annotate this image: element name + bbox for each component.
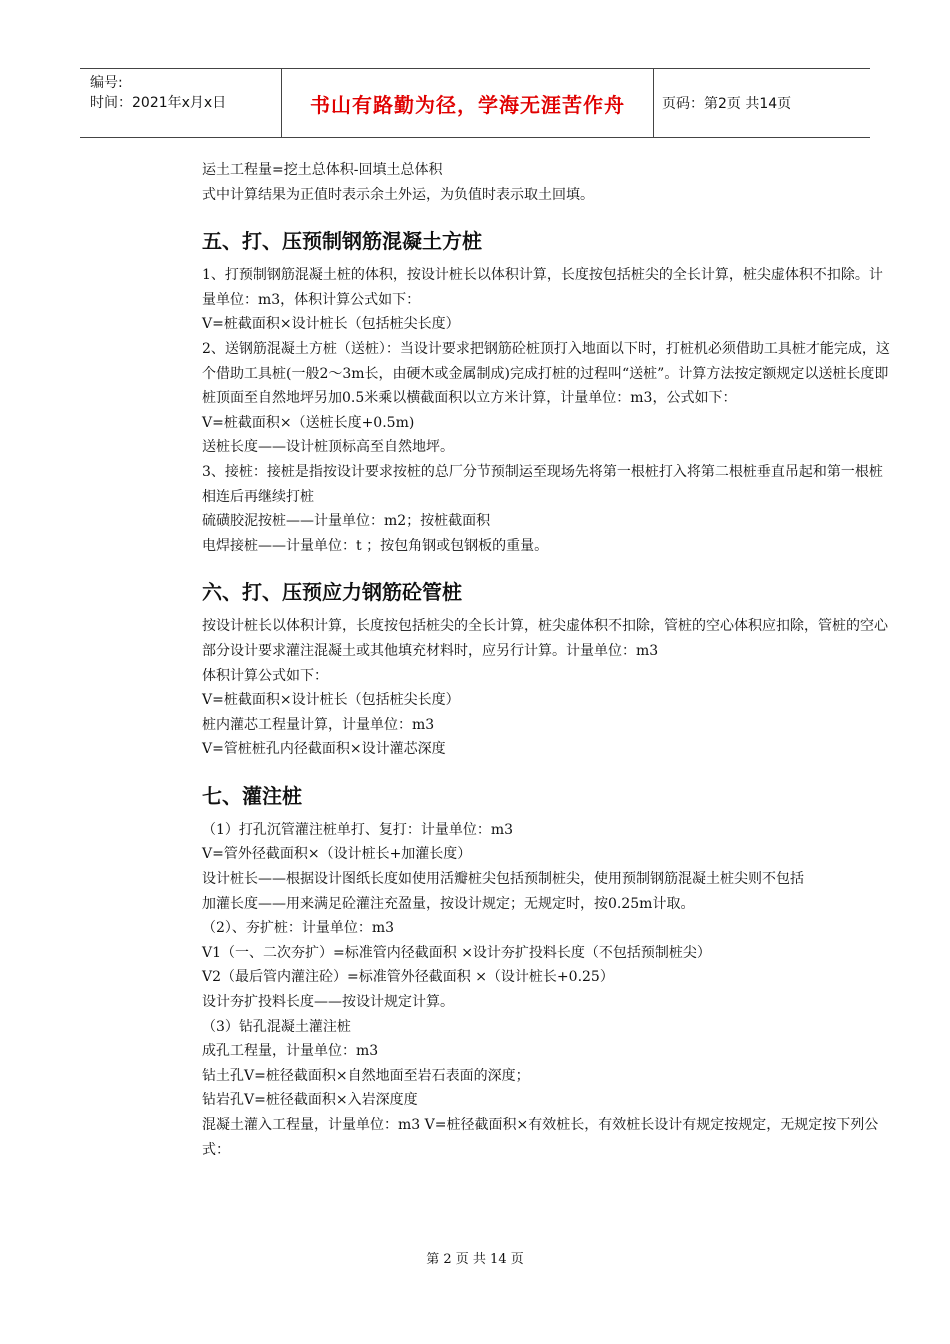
body-paragraph: 运土工程量=挖土总体积-回填土总体积 xyxy=(202,162,443,178)
body-paragraph: 2、送钢筋混凝土方桩（送桩）：当设计要求把钢筋砼桩顶打入地面以下时，打桩机必须借助工具桩才能完成，这个借助工具桩(一般2～3m长，由硬木或金属制成)完成打桩的过程叫“送桩”。计算方法按定额规定以送桩长度即桩顶面至自然地坪另加0.5米乘以横截面积以立方米计算，计量单位：m3，公式如下： xyxy=(202,340,890,407)
time-label: 时间：2021年x月x日 xyxy=(90,95,227,111)
body-paragraph: V=桩截面积×设计桩长（包括桩尖长度） xyxy=(202,316,460,333)
section-heading: 五、打、压预制钢筋混凝土方桩 xyxy=(202,229,482,254)
header-motto-cell xyxy=(282,69,654,137)
page-label: 页码：第2页 共14页 xyxy=(662,96,792,112)
body-paragraph: 成孔工程量，计量单位：m3 xyxy=(202,1043,379,1060)
body-paragraph: 体积计算公式如下： xyxy=(202,667,328,684)
body-paragraph: 3、接桩：接桩是指按设计要求按桩的总厂分节预制运至现场先将第一根桩打入将第二根桩垂直吊起和第一根桩相连后再继续打桩 xyxy=(202,463,883,505)
document-body xyxy=(202,158,892,1162)
header-meta xyxy=(80,69,282,137)
body-paragraph: 钻土孔V=桩径截面积×自然地面至岩石表面的深度； xyxy=(202,1067,530,1084)
body-paragraph: V2（最后管内灌注砼）=标准管外径截面积 ×（设计桩长+0.25） xyxy=(202,969,614,986)
body-paragraph: （3）钻孔混凝土灌注桩 xyxy=(202,1018,351,1035)
body-paragraph: 电焊接桩——计量单位：t ；按包角钢或包钢板的重量。 xyxy=(202,537,549,554)
body-paragraph: 硫磺胶泥按桩——计量单位：m2；按桩截面积 xyxy=(202,513,491,530)
header-page-cell xyxy=(654,69,870,137)
page-footer xyxy=(0,1248,950,1267)
section-heading: 七、灌注桩 xyxy=(202,783,302,808)
body-paragraph: 按设计桩长以体积计算，长度按包括桩尖的全长计算，桩尖虚体积不扣除，管桩的空心体积应扣除，管桩的空心部分设计要求灌注混凝土或其他填充材料时，应另行计算。计量单位：m3 xyxy=(202,618,888,659)
motto-text: 书山有路勤为径，学海无涯苦作舟 xyxy=(310,92,625,117)
body-paragraph: （2）、夯扩桩：计量单位：m3 xyxy=(202,920,395,937)
footer-page-number: 第 2 页 共 14 页 xyxy=(426,1252,524,1267)
page-header xyxy=(80,68,870,138)
body-paragraph: V=桩截面积×（送桩长度+0.5m) xyxy=(202,414,415,431)
body-paragraph: 送桩长度——设计桩顶标高至自然地坪。 xyxy=(202,439,454,456)
body-paragraph: V=桩截面积×设计桩长（包括桩尖长度） xyxy=(202,692,460,709)
body-paragraph: V=管外径截面积×（设计桩长+加灌长度） xyxy=(202,846,472,863)
code-label: 编号: xyxy=(90,75,123,91)
body-paragraph: （1）打孔沉管灌注桩单打、复打：计量单位：m3 xyxy=(202,821,514,838)
body-paragraph: 桩内灌芯工程量计算，计量单位：m3 xyxy=(202,716,435,733)
body-paragraph: 设计夯扩投料长度——按设计规定计算。 xyxy=(202,994,454,1011)
body-paragraph: V=管桩桩孔内径截面积×设计灌芯深度 xyxy=(202,741,446,758)
section-heading: 六、打、压预应力钢筋砼管桩 xyxy=(202,580,462,605)
body-paragraph: V1（一、二次夯扩）=标准管内径截面积 ×设计夯扩投料长度（不包括预制桩尖） xyxy=(202,944,711,961)
body-paragraph: 钻岩孔V=桩径截面积×入岩深度度 xyxy=(202,1092,418,1109)
body-paragraph: 设计桩长——根据设计图纸长度如使用活瓣桩尖包括预制桩尖，使用预制钢筋混凝土桩尖则不包括 xyxy=(202,871,804,888)
body-paragraph: 式中计算结果为正值时表示余土外运，为负值时表示取土回填。 xyxy=(202,186,594,203)
body-paragraph: 1、打预制钢筋混凝土桩的体积，按设计桩长以体积计算，长度按包括桩尖的全长计算，桩尖虚体积不扣除。计量单位：m3，体积计算公式如下： xyxy=(202,267,883,308)
body-paragraph: 混凝土灌入工程量，计量单位：m3 V=桩径截面积×有效桩长，有效桩长设计有规定按规定，无规定按下列公式： xyxy=(202,1117,879,1158)
body-paragraph: 加灌长度——用来满足砼灌注充盈量，按设计规定；无规定时，按0.25m计取。 xyxy=(202,895,695,912)
